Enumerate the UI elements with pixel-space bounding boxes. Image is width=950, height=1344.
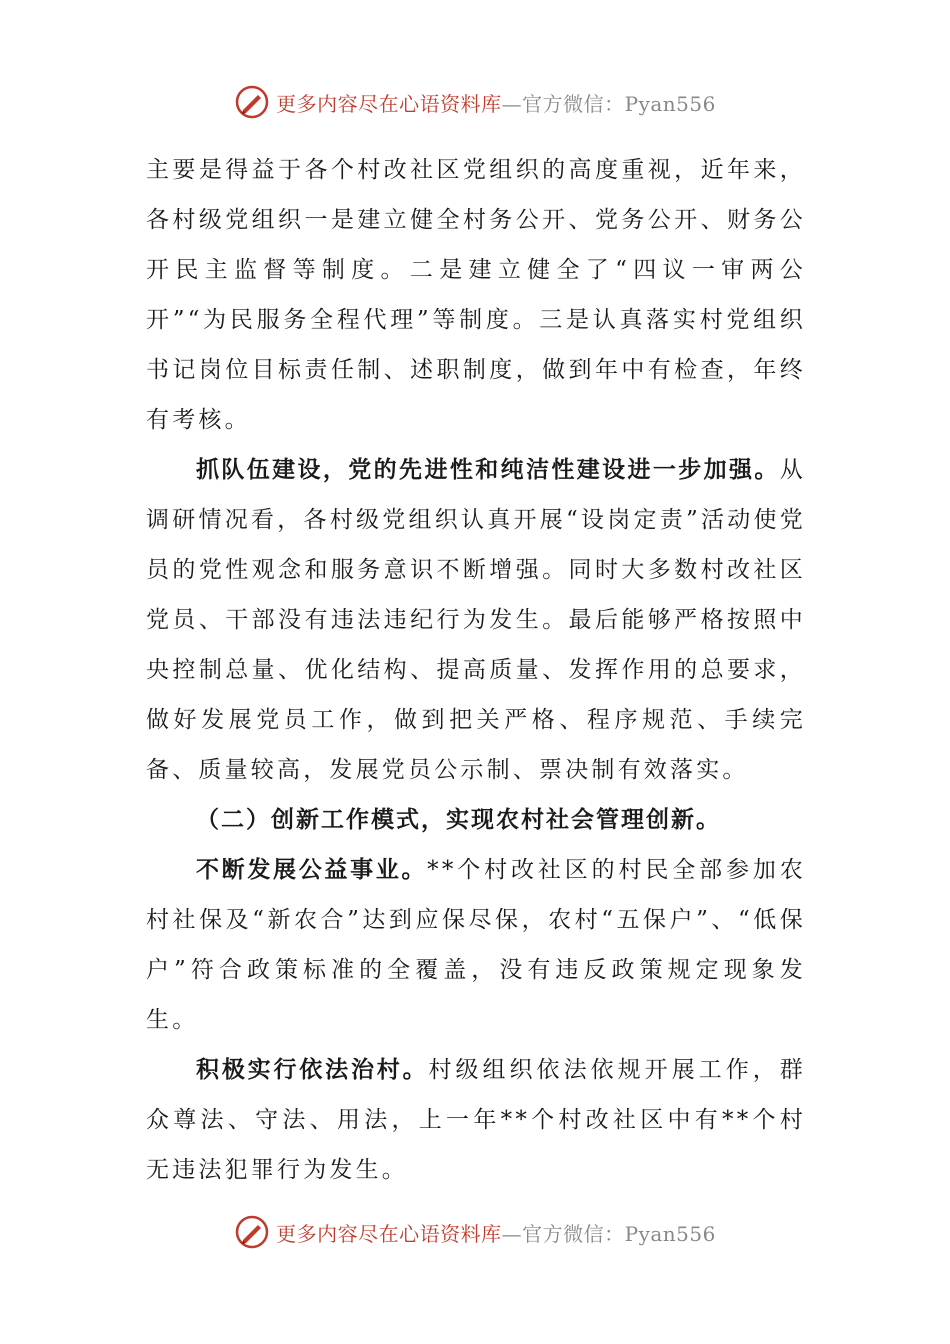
paragraph-team-building: 抓队伍建设，党的先进性和纯洁性建设进一步加强。从调研情况看，各村级党组织认真开展“设岗定责”活动使党员的党性观念和服务意识不断增强。同时大多数村改社区党员、干部没有违法违纪行为发生。最后能够严格按照中央控制总量、优化结构、提高质量、发挥作用的总要求，做好发展党员工作，做到把关严格、程序规范、手续完备、质量较高，发展党员公示制、票决制有效落实。 <box>146 456 806 783</box>
paragraph-lead: 抓队伍建设，党的先进性和纯洁性建设进一步加强。 <box>196 456 780 483</box>
paragraph-public-welfare: 不断发展公益事业。**个村改社区的村民全部参加农村社保及“新农合”达到应保尽保，农村“五保户”、“低保户”符合政策标准的全覆盖，没有违反政策规定现象发生。 <box>146 856 807 1033</box>
paragraph-lead: 积极实行依法治村。 <box>196 1056 429 1083</box>
pen-logo-icon <box>234 84 270 120</box>
document-body <box>146 145 806 1195</box>
paragraph-rule-of-law: 积极实行依法治村。村级组织依法依规开展工作，群众尊法、守法、用法，上一年**个村改社区中有**个村无违法犯罪行为发生。 <box>146 1056 807 1183</box>
footer-banner <box>0 1212 950 1252</box>
banner-text: 更多内容尽在心语资料库—官方微信：Pyan556 <box>276 1221 716 1246</box>
section-heading: （二）创新工作模式，实现农村社会管理创新。 <box>196 806 721 833</box>
paragraph-intro: 主要是得益于各个村改社区党组织的高度重视，近年来，各村级党组织一是建立健全村务公开、党务公开、财务公开民主监督等制度。二是建立健全了“四议一审两公开”“为民服务全程代理”等制度。三是认真落实村党组织书记岗位目标责任制、述职制度，做到年中有检查，年终有考核。 <box>146 157 806 433</box>
pen-logo-icon <box>234 1214 270 1250</box>
paragraph-lead: 不断发展公益事业。 <box>196 856 428 883</box>
header-banner <box>0 82 950 122</box>
banner-text: 更多内容尽在心语资料库—官方微信：Pyan556 <box>276 91 716 116</box>
